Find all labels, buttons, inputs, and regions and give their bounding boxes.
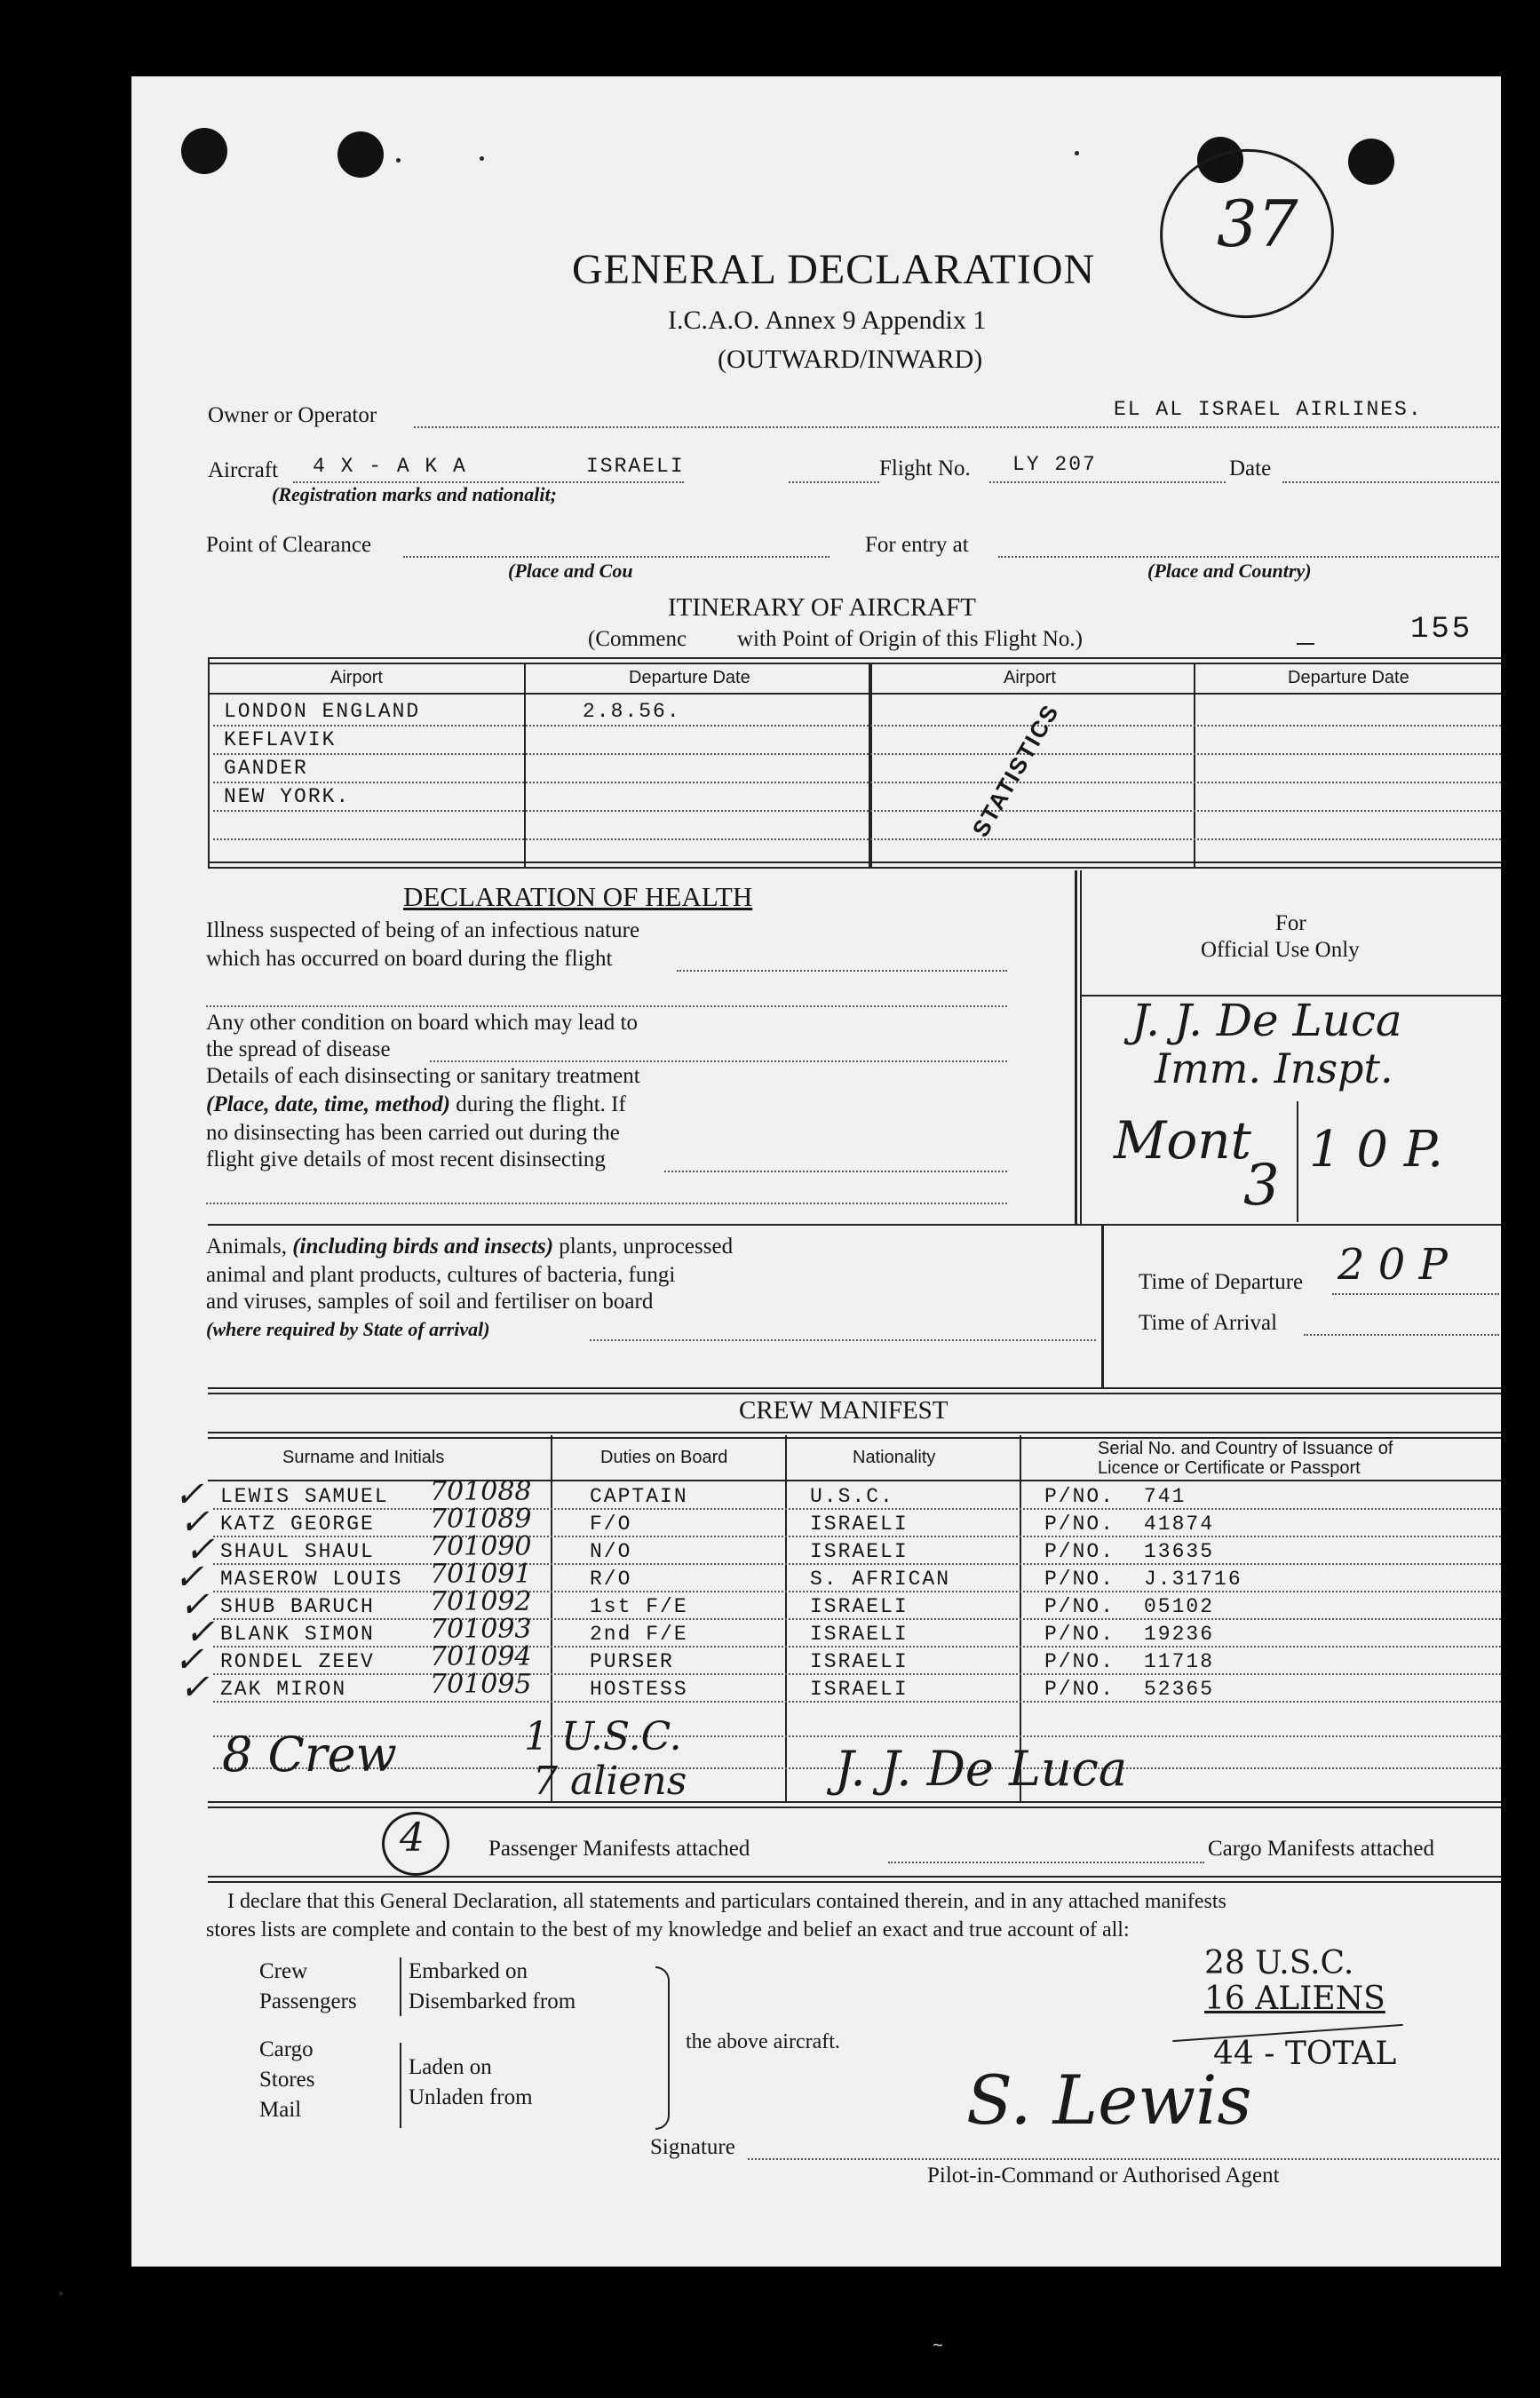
signature-dotted-line: [748, 2158, 1499, 2160]
mail-label: Mail: [259, 2098, 302, 2122]
itinerary-number: 155: [1410, 613, 1473, 647]
cargo-manifests-label: Cargo Manifests attached: [1208, 1837, 1435, 1861]
pilot-signature: S. Lewis: [966, 2061, 1252, 2140]
statistics-stamp: STATISTICS: [966, 699, 1065, 842]
crew-serial: 52365: [1144, 1678, 1215, 1701]
official-handwriting-1: J. J. De Luca: [1131, 995, 1402, 1046]
flight-label: Flight No.: [879, 457, 971, 480]
crew-name: BLANK SIMON: [220, 1623, 375, 1646]
crew-check-mark-icon: ✓: [179, 1502, 210, 1543]
speck: [59, 2291, 63, 2296]
crew-serial: 11718: [1144, 1650, 1215, 1673]
crew-handwritten-number: 701090: [430, 1531, 532, 1562]
health-dotted-line: [206, 1005, 1007, 1007]
itinerary-col-airport-2: Airport: [1004, 668, 1056, 687]
official-handwriting-5: 1 0 P.: [1309, 1121, 1443, 1179]
crew-handwritten-number: 701088: [430, 1476, 532, 1507]
crew-row-line: [213, 1701, 1501, 1703]
passengers-label: Passengers: [259, 1989, 357, 2013]
crew-handwritten-number: 701092: [430, 1586, 532, 1617]
crew-bottom-rule: [208, 1801, 1501, 1808]
manifest-count-handwriting: 4: [400, 1815, 425, 1861]
crew-pno-prefix: P/NO.: [1044, 1650, 1115, 1673]
crew-col-nationality: Nationality: [853, 1448, 936, 1467]
crew-nationality: ISRAELI: [810, 1650, 909, 1673]
health-line-7: no disinsecting has been carried out during the: [206, 1121, 620, 1145]
large-bracket: [655, 1966, 670, 2130]
crew-pno-prefix: P/NO.: [1044, 1568, 1115, 1591]
crew-pno-prefix: P/NO.: [1044, 1595, 1115, 1618]
health-official-divider: [1075, 870, 1077, 1224]
crew-nationality: ISRAELI: [810, 1513, 909, 1536]
crew-duty: CAPTAIN: [590, 1485, 688, 1508]
flight-number-value: LY 207: [1012, 453, 1097, 476]
pilot-label: Pilot-in-Command or Authorised Agent: [927, 2164, 1280, 2188]
crew-col-serial-1: Serial No. and Country of Issuance of: [1098, 1439, 1393, 1458]
crew-duty: 2nd F/E: [590, 1623, 688, 1646]
crew-serial: 19236: [1144, 1623, 1215, 1646]
animals-line-1: [206, 1235, 733, 1259]
unladen-label: Unladen from: [409, 2085, 533, 2109]
itinerary-airport: GANDER: [224, 757, 308, 780]
crew-duty: F/O: [590, 1513, 632, 1536]
crew-title: CREW MANIFEST: [739, 1396, 949, 1425]
animals-line-1b: (including birds and insects): [292, 1235, 554, 1259]
form-title: GENERAL DECLARATION: [572, 246, 1096, 293]
crew-handwritten-number: 701089: [430, 1504, 532, 1535]
health-dotted-line: [664, 1171, 1007, 1172]
health-line-4: the spread of disease: [206, 1037, 391, 1061]
crew-check-mark-icon: ✓: [174, 1474, 204, 1515]
itinerary-note-tail: with Point of Origin of this Flight No.): [737, 627, 1083, 651]
health-line-5: Details of each disinsecting or sanitary treatment: [206, 1064, 640, 1088]
date-label: Date: [1229, 457, 1272, 480]
animals-line-3: and viruses, samples of soil and fertiliser on board: [206, 1290, 654, 1314]
crew-nationality: ISRAELI: [810, 1595, 909, 1618]
punch-hole: [337, 131, 384, 178]
punch-hole: [1348, 139, 1394, 185]
crew-pno-prefix: P/NO.: [1044, 1678, 1115, 1701]
aircraft-nationality: ISRAELI: [586, 455, 685, 478]
crew-serial: 05102: [1144, 1595, 1215, 1618]
place-country-note-1: (Place and Cou: [508, 560, 633, 582]
embark-bracket: [400, 1957, 401, 2016]
crew-duty: R/O: [590, 1568, 632, 1591]
crew-name: KATZ GEORGE: [220, 1513, 375, 1536]
health-line-1: Illness suspected of being of an infectious nature: [206, 918, 640, 942]
itinerary-col-date-1: Departure Date: [629, 668, 750, 687]
stores-label: Stores: [259, 2068, 315, 2092]
itinerary-airport: LONDON ENGLAND: [224, 700, 421, 723]
itinerary-row-line: [213, 753, 1501, 755]
itinerary-row-line: [213, 725, 1501, 727]
crew-row-line: [213, 1508, 1501, 1510]
departure-dotted-line: [1332, 1293, 1499, 1295]
crew-check-mark-icon: ✓: [185, 1612, 215, 1653]
crew-usc-handwriting: 1 U.S.C.: [524, 1714, 682, 1759]
form-subtitle: I.C.A.O. Annex 9 Appendix 1: [668, 306, 987, 335]
cargo-manifest-dotted-line: [888, 1862, 1204, 1863]
official-use-label-1: For: [1275, 911, 1306, 935]
entry-label: For entry at: [865, 533, 969, 557]
tally-aliens: 16 ALIENS: [1204, 1981, 1385, 2017]
crew-col-serial-2: Licence or Certificate or Passport: [1098, 1458, 1361, 1478]
official-use-divider: [1297, 1101, 1298, 1222]
crew-serial: 741: [1144, 1485, 1187, 1508]
itinerary-airport: NEW YORK.: [224, 785, 351, 808]
crew-total-handwriting: 8 Crew: [222, 1727, 397, 1783]
crew-pno-prefix: P/NO.: [1044, 1623, 1115, 1646]
crew-name: RONDEL ZEEV: [220, 1650, 375, 1673]
crew-handwritten-number: 701094: [430, 1641, 532, 1672]
crew-col-name: Surname and Initials: [282, 1448, 445, 1467]
owner-dotted-line: [414, 426, 1499, 428]
animals-line-2: animal and plant products, cultures of bacteria, fungi: [206, 1263, 676, 1287]
date-dotted-line: [1282, 481, 1499, 483]
crew-pno-prefix: P/NO.: [1044, 1513, 1115, 1536]
animals-line-1a: Animals,: [206, 1235, 293, 1259]
official-handwriting-3: Mont: [1114, 1110, 1251, 1171]
disembarked-label: Disembarked from: [409, 1989, 576, 2013]
aircraft-label: Aircraft: [208, 458, 279, 482]
declaration-line-2: stores lists are complete and contain to the best of my knowledge and belief an exact and true account of all:: [206, 1918, 1130, 1941]
health-line-6: [206, 1092, 626, 1117]
health-title: DECLARATION OF HEALTH: [403, 881, 753, 912]
crew-duty: 1st F/E: [590, 1595, 688, 1618]
itinerary-table-top-rule: [208, 657, 1501, 664]
itinerary-date: 2.8.56.: [583, 700, 681, 723]
health-line-6-tail: during the flight. If: [449, 1092, 626, 1116]
form-direction: (OUTWARD/INWARD): [718, 345, 983, 374]
owner-label: Owner or Operator: [208, 403, 377, 427]
animals-dotted-line: [590, 1339, 1096, 1341]
itinerary-table-bottom-rule: [208, 862, 1501, 869]
crew-handwritten-number: 701095: [430, 1669, 532, 1700]
crew-row-line: [213, 1563, 1501, 1565]
health-dotted-line: [677, 970, 1007, 972]
crew-nationality: U.S.C.: [810, 1485, 894, 1508]
owner-value: EL AL ISRAEL AIRLINES.: [1114, 398, 1423, 421]
signature-label: Signature: [650, 2135, 735, 2159]
crew-duty: N/O: [590, 1540, 632, 1563]
crew-name: ZAK MIRON: [220, 1678, 347, 1701]
embarked-label: Embarked on: [409, 1959, 528, 1983]
health-dotted-line: [430, 1060, 1007, 1062]
crew-handwritten-number: 701093: [430, 1614, 532, 1645]
place-country-note-2: (Place and Country): [1147, 560, 1312, 582]
crew-serial: 41874: [1144, 1513, 1215, 1536]
itinerary-note: (Commenc: [588, 627, 687, 651]
flight-value-dotted-line: [989, 481, 1226, 483]
speck: [480, 156, 484, 161]
crew-serial: 13635: [1144, 1540, 1215, 1563]
crew-nationality: ISRAELI: [810, 1678, 909, 1701]
itinerary-row-line: [213, 782, 1501, 783]
crew-check-mark-icon: ✓: [174, 1640, 204, 1680]
crew-check-mark-icon: ✓: [185, 1529, 215, 1570]
crew-inspector-signature: J. J. De Luca: [835, 1741, 1128, 1797]
registration-note: (Registration marks and nationalit;: [272, 483, 557, 505]
crew-check-mark-icon: ✓: [179, 1667, 210, 1708]
scan-mark: ~: [933, 2336, 943, 2355]
crew-name: MASEROW LOUIS: [220, 1568, 403, 1591]
declaration-line-1: I declare that this General Declaration, all statements and particulars contained therein, and in any attached manifests: [227, 1890, 1226, 1913]
crew-name: SHAUL SHAUL: [220, 1540, 375, 1563]
tally-usc: 28 U.S.C.: [1204, 1945, 1354, 1981]
itinerary-col-airport-1: Airport: [330, 668, 383, 687]
crew-check-mark-icon: ✓: [179, 1584, 210, 1625]
departure-label: Time of Departure: [1139, 1270, 1304, 1294]
crew-row-line: [213, 1536, 1501, 1537]
clearance-dotted-line: [403, 556, 830, 558]
crew-name: SHUB BARUCH: [220, 1595, 375, 1618]
crew-duty: PURSER: [590, 1650, 674, 1673]
flight-dotted-line: [789, 481, 879, 483]
itinerary-row-line: [213, 810, 1501, 812]
health-dotted-line: [206, 1203, 1007, 1204]
crew-pno-prefix: P/NO.: [1044, 1485, 1115, 1508]
itinerary-row-line: [213, 838, 1501, 840]
animals-divider: [1101, 1224, 1104, 1387]
crew-name: LEWIS SAMUEL: [220, 1485, 389, 1508]
handwritten-page-number: 37: [1217, 187, 1298, 261]
crew-header-rule: [208, 1432, 1501, 1439]
speck: [1075, 151, 1079, 155]
health-line-2: which has occurred on board during the flight: [206, 947, 613, 971]
official-handwriting-2: Imm. Inspt.: [1155, 1044, 1393, 1092]
laden-label: Laden on: [409, 2055, 492, 2079]
crew-nationality: ISRAELI: [810, 1623, 909, 1646]
health-line-6-italic: (Place, date, time, method): [206, 1092, 450, 1116]
arrival-label: Time of Arrival: [1139, 1311, 1278, 1335]
itinerary-header-rule: [208, 693, 1501, 695]
health-line-3: Any other condition on board which may lead to: [206, 1011, 638, 1035]
crew-nationality: ISRAELI: [810, 1540, 909, 1563]
crew-handwritten-number: 701091: [430, 1559, 532, 1590]
crew-row-line: [213, 1618, 1501, 1620]
laden-bracket: [400, 2043, 401, 2128]
clearance-label: Point of Clearance: [206, 533, 372, 557]
crew-serial: J.31716: [1144, 1568, 1242, 1591]
itinerary-title: ITINERARY OF AIRCRAFT: [668, 593, 976, 622]
itinerary-dash: [1297, 643, 1314, 645]
manifests-bottom-rule: [208, 1876, 1501, 1883]
passenger-manifests-label: Passenger Manifests attached: [488, 1837, 750, 1861]
health-bottom-rule: [208, 1224, 1501, 1226]
entry-dotted-line: [998, 556, 1499, 558]
aircraft-registration: 4 X - A K A: [313, 455, 467, 478]
itinerary-airport: KEFLAVIK: [224, 728, 337, 751]
tally-total: 44 - TOTAL: [1213, 2036, 1397, 2072]
crew-duty: HOSTESS: [590, 1678, 688, 1701]
crew-pno-prefix: P/NO.: [1044, 1540, 1115, 1563]
crew-column-header-rule: [208, 1480, 1501, 1481]
crew-col-duty: Duties on Board: [600, 1448, 728, 1467]
punch-hole: [181, 128, 227, 174]
crew-row-line: [213, 1591, 1501, 1592]
crew-aliens-handwriting: 7 aliens: [533, 1759, 687, 1804]
animals-line-4: (where required by State of arrival): [206, 1318, 490, 1340]
official-use-label-2: Official Use Only: [1201, 938, 1360, 962]
itinerary-col-date-2: Departure Date: [1288, 668, 1409, 687]
crew-top-rule: [208, 1387, 1501, 1394]
animals-line-1c: plants, unprocessed: [553, 1235, 734, 1259]
departure-handwriting: 2 0 P: [1338, 1240, 1448, 1290]
official-handwriting-4: 3: [1243, 1153, 1280, 1219]
above-aircraft-label: the above aircraft.: [686, 2030, 840, 2053]
speck: [396, 158, 401, 163]
arrival-dotted-line: [1304, 1334, 1499, 1336]
cargo-label: Cargo: [259, 2037, 314, 2061]
crew-row-line: [213, 1646, 1501, 1648]
crew-blank-line: [213, 1735, 1501, 1737]
health-line-8: flight give details of most recent disinsecting: [206, 1147, 606, 1171]
crew-nationality: S. AFRICAN: [810, 1568, 951, 1591]
health-official-divider-2: [1080, 870, 1082, 1224]
crew-check-mark-icon: ✓: [174, 1557, 204, 1598]
crew-row-line: [213, 1673, 1501, 1675]
crew-label: Crew: [259, 1959, 308, 1983]
itinerary-col-divider: [208, 657, 210, 867]
